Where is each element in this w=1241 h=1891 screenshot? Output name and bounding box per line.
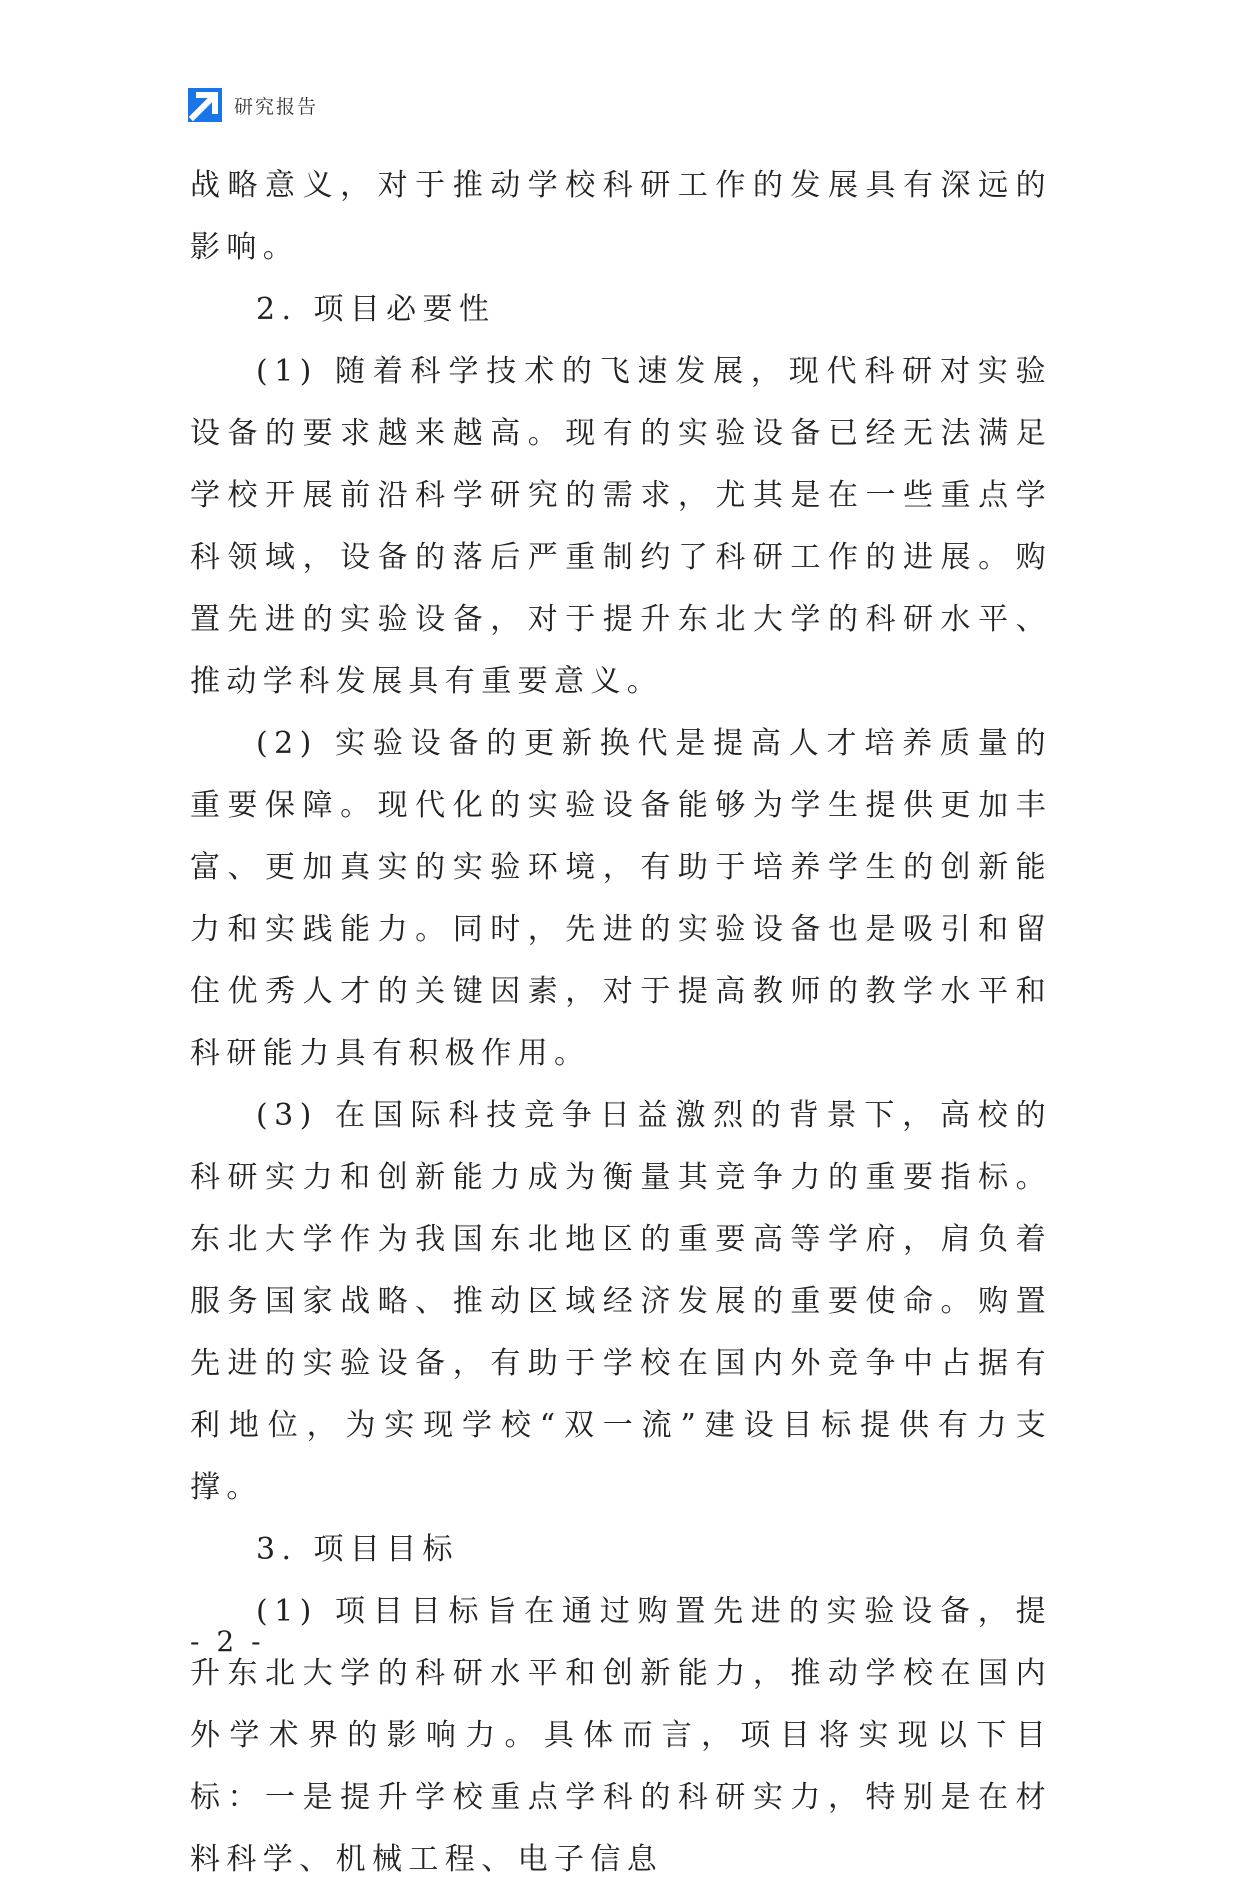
paragraph-goals-1: (1) 项目目标旨在通过购置先进的实验设备，提升东北大学的科研水平和创新能力，推动学校在国内外学术界的影响力。具体而言，项目将实现以下目标：一是提升学校重点学科的科研实力，特别是在材料科学、机械工程、电子信息	[190, 1594, 1052, 1877]
section-heading-necessity: 2. 项目必要性	[256, 292, 496, 327]
paragraph-necessity-3: (3) 在国际科技竞争日益激烈的背景下，高校的科研实力和创新能力成为衡量其竞争力的重要指标。东北大学作为我国东北地区的重要高等学府，肩负着服务国家战略、推动区域经济发展的重要使命。购置先进的实验设备，有助于学校在国内外竞争中占据有利地位，为实现学校“双一流”建设目标提供有力支撑。	[190, 1098, 1052, 1505]
arrow-up-right-icon	[188, 88, 222, 122]
paragraph-necessity-1: (1) 随着科学技术的飞速发展，现代科研对实验设备的要求越来越高。现有的实验设备已经无法满足学校开展前沿科学研究的需求，尤其是在一些重点学科领域，设备的落后严重制约了科研工作的进展。购置先进的实验设备，对于提升东北大学的科研水平、推动学科发展具有重要意义。	[190, 354, 1052, 699]
page-number: - 2 -	[190, 1625, 265, 1658]
report-title: 研究报告	[234, 95, 319, 118]
paragraph-continuation: 战略意义，对于推动学校科研工作的发展具有深远的影响。	[190, 168, 1052, 265]
paragraph-necessity-2: (2) 实验设备的更新换代是提高人才培养质量的重要保障。现代化的实验设备能够为学生提供更加丰富、更加真实的实验环境，有助于培养学生的创新能力和实践能力。同时，先进的实验设备也是吸引和留住优秀人才的关键因素，对于提高教师的教学水平和科研能力具有积极作用。	[190, 726, 1052, 1071]
document-body	[190, 155, 1052, 1891]
section-heading-goals: 3. 项目目标	[256, 1532, 459, 1567]
page-header	[188, 88, 318, 122]
